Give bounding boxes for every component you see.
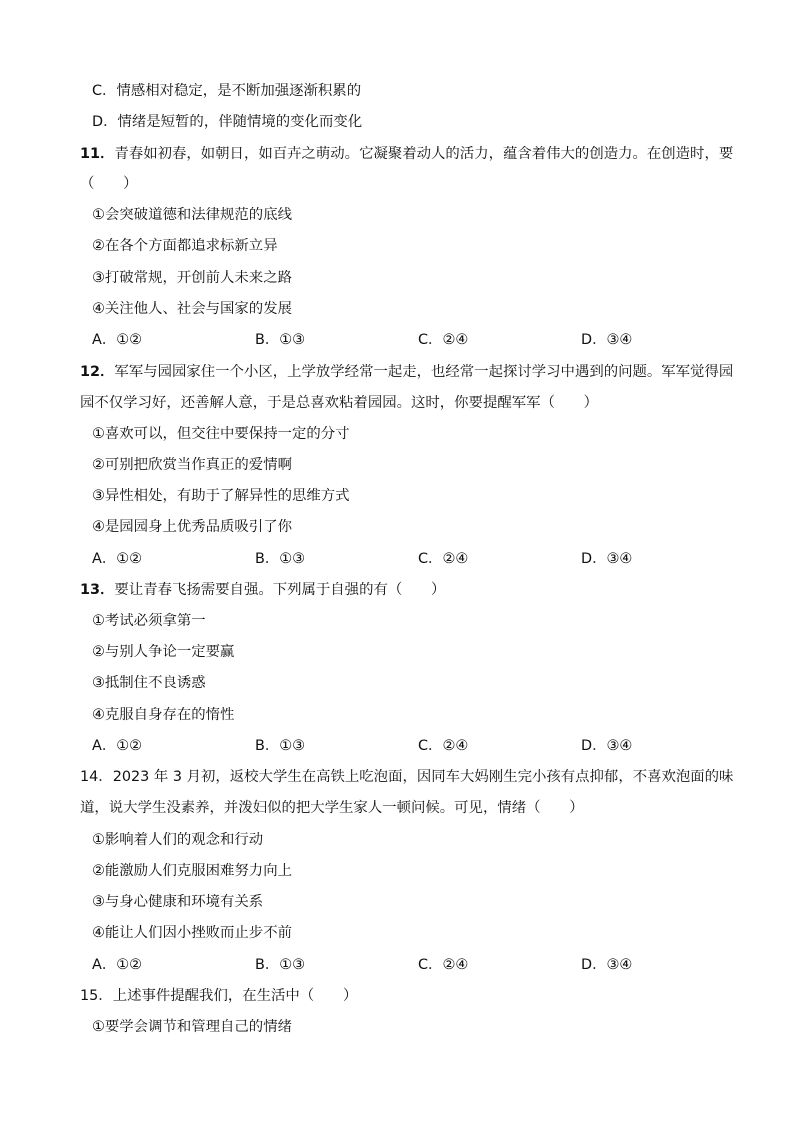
q11-item-2: ②在各个方面都追求标新立异 xyxy=(92,238,278,254)
q14-item-4: ④能让人们因小挫败而止步不前 xyxy=(92,925,292,941)
q13-option-a[interactable]: A．①② xyxy=(92,738,143,754)
q12-option-d[interactable]: D．③④ xyxy=(581,551,633,567)
q12-stem-cont: 园不仅学习好，还善解人意，于是总喜欢粘着园园。这时，你要提醒军军（ ） xyxy=(80,395,599,411)
q11-option-b[interactable]: B．①③ xyxy=(255,332,306,348)
q10-option-d: D．情绪是短暂的，伴随情境的变化而变化 xyxy=(92,114,363,130)
q12-item-2: ②可别把欣赏当作真正的爱情啊 xyxy=(92,457,292,473)
q13-item-2: ②与别人争论一定要赢 xyxy=(92,644,235,660)
q12-item-4: ④是园园身上优秀品质吸引了你 xyxy=(92,519,292,535)
q12-option-b[interactable]: B．①③ xyxy=(255,551,306,567)
q11-stem-text: 青春如初春，如朝日，如百卉之萌动。它凝聚着动人的活力，蕴含着伟大的创造力。在创造时，要 xyxy=(114,146,734,162)
q13-number: 13． xyxy=(80,582,115,598)
q14-option-d[interactable]: D．③④ xyxy=(581,957,633,973)
q11-option-c[interactable]: C．②④ xyxy=(418,332,469,348)
q14-item-2: ②能激励人们克服困难努力向上 xyxy=(92,863,292,879)
q13-item-3: ③抵制住不良诱惑 xyxy=(92,675,206,691)
q14-stem-text: 2023 年 3 月初，返校大学生在高铁上吃泡面，因同车大妈刚生完小孩有点抑郁，不喜欢泡面的味 xyxy=(112,769,734,785)
q12-option-a[interactable]: A．①② xyxy=(92,551,143,567)
q11-option-a[interactable]: A．①② xyxy=(92,332,143,348)
q15-stem xyxy=(80,986,357,1006)
q14-option-a[interactable]: A．①② xyxy=(92,957,143,973)
q14-number: 14． xyxy=(80,769,113,785)
q11-item-1: ①会突破道德和法律规范的底线 xyxy=(92,207,292,223)
q13-stem-text: 要让青春飞扬需要自强。下列属于自强的有（ ） xyxy=(114,582,446,598)
q13-item-4: ④克服自身存在的惰性 xyxy=(92,707,235,723)
q12-stem-text: 军军与园园家住一个小区，上学放学经常一起走，也经常一起探讨学习中遇到的问题。军军觉得园 xyxy=(114,364,734,380)
q11-item-3: ③打破常规，开创前人未来之路 xyxy=(92,270,292,286)
q13-option-b[interactable]: B．①③ xyxy=(255,738,306,754)
q12-option-c[interactable]: C．②④ xyxy=(418,551,469,567)
q10-option-c: C．情感相对稳定，是不断加强逐渐积累的 xyxy=(92,83,362,99)
q14-option-c[interactable]: C．②④ xyxy=(418,957,469,973)
q14-stem-cont: 道，说大学生没素养，并泼妇似的把大学生家人一顿问候。可见，情绪（ ） xyxy=(80,800,584,816)
q11-stem-cont: （ ） xyxy=(80,176,138,192)
q15-number: 15． xyxy=(80,988,113,1004)
q13-item-1: ①考试必须拿第一 xyxy=(92,613,206,629)
q13-option-d[interactable]: D．③④ xyxy=(581,738,633,754)
q14-item-1: ①影响着人们的观念和行动 xyxy=(92,832,264,848)
q12-item-3: ③异性相处，有助于了解异性的思维方式 xyxy=(92,488,350,504)
q15-item-1: ①要学会调节和管理自己的情绪 xyxy=(92,1019,292,1035)
q14-stem xyxy=(80,767,733,787)
q13-stem xyxy=(80,580,445,600)
q12-stem xyxy=(80,362,733,382)
q11-item-4: ④关注他人、社会与国家的发展 xyxy=(92,301,292,317)
q13-option-c[interactable]: C．②④ xyxy=(418,738,469,754)
q11-option-d[interactable]: D．③④ xyxy=(581,332,633,348)
q11-stem xyxy=(80,144,733,164)
q11-number: 11． xyxy=(80,146,115,162)
q14-item-3: ③与身心健康和环境有关系 xyxy=(92,894,264,910)
q15-stem-text: 上述事件提醒我们，在生活中（ ） xyxy=(112,988,358,1004)
q14-option-b[interactable]: B．①③ xyxy=(255,957,306,973)
q12-item-1: ①喜欢可以，但交往中要保持一定的分寸 xyxy=(92,426,350,442)
q12-number: 12． xyxy=(80,364,115,380)
